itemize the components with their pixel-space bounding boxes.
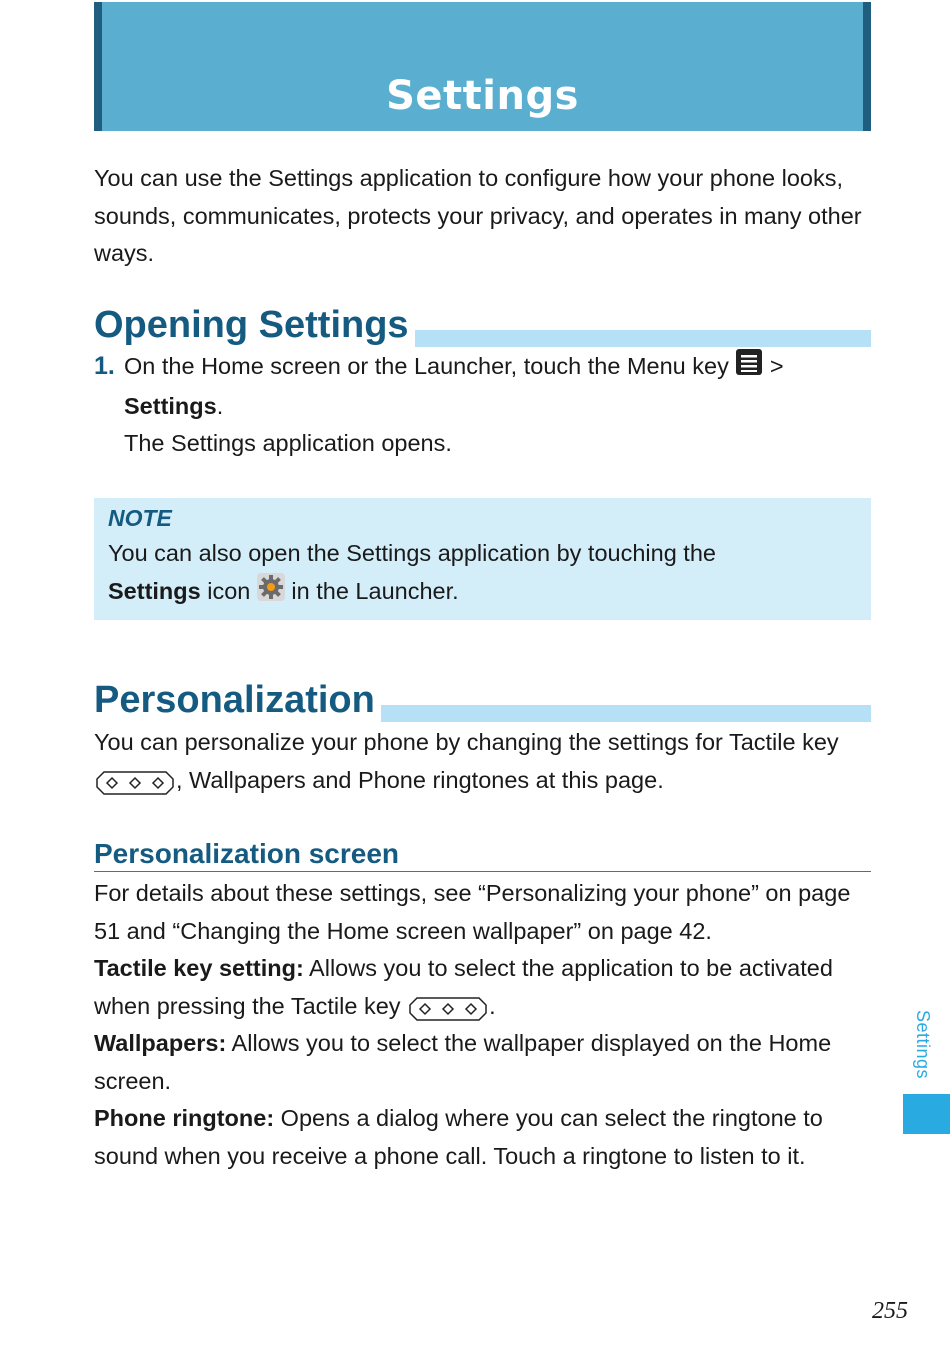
heading-text: Personalization [94, 678, 381, 722]
heading-text: Opening Settings [94, 303, 415, 347]
note-line1: You can also open the Settings application by touching the [108, 540, 716, 566]
personalization-heading [94, 676, 871, 722]
side-tab-label: Settings [913, 1010, 933, 1080]
tactile-text: Allows you to select the application to be activated when pressing the Tactile key [94, 955, 833, 1019]
step-gt: > [769, 353, 784, 379]
step-number: 1. [94, 352, 115, 380]
side-tab-marker [903, 1094, 950, 1134]
details-text: For details about these settings, see “Personalizing your phone” on page 51 and “Changing the Home screen wallpaper” on page 42. [94, 880, 851, 944]
note-box [94, 498, 871, 620]
chapter-banner [94, 2, 871, 131]
personalization-details [94, 875, 874, 1175]
menu-key-icon [735, 348, 763, 388]
personalization-body [94, 724, 874, 799]
step-period: . [216, 392, 224, 419]
step-text: On the Home screen or the Launcher, touch the Menu key [124, 353, 729, 379]
step-result: The Settings application opens. [124, 430, 452, 457]
note-text [108, 535, 868, 612]
intro-paragraph: You can use the Settings application to configure how your phone looks, sounds, communicates, protects your privacy, and operates in many other ways. [94, 165, 862, 266]
tactile-label: Tactile key setting: [94, 955, 304, 981]
wallpapers-label: Wallpapers: [94, 1030, 227, 1056]
wallpapers-text: Allows you to select the wallpaper displayed on the Home screen. [94, 1030, 832, 1094]
note-end: in the Launcher. [284, 577, 459, 604]
tactile-end: . [489, 992, 496, 1019]
body-text-b: , Wallpapers and Phone ringtones at this page. [176, 766, 664, 793]
tactile-key-icon [409, 995, 487, 1019]
ringtone-text: Opens a dialog where you can select the ringtone to sound when you receive a phone call. Touch a ringtone to listen to it. [94, 1105, 823, 1169]
note-bold: Settings [108, 577, 201, 604]
chapter-title: Settings [386, 73, 579, 119]
page-number: 255 [872, 1298, 908, 1324]
personalization-screen-heading [94, 837, 871, 872]
settings-gear-icon [257, 573, 285, 613]
step-bold: Settings [124, 392, 217, 419]
step-instruction [124, 348, 864, 463]
tactile-key-icon [96, 769, 174, 793]
note-mid: icon [200, 577, 257, 604]
ringtone-label: Phone ringtone: [94, 1105, 275, 1131]
opening-settings-heading [94, 301, 871, 347]
note-label: NOTE [108, 505, 172, 531]
subheading-text: Personalization screen [94, 838, 400, 869]
body-text-a: You can personalize your phone by changing the settings for Tactile key [94, 729, 839, 755]
